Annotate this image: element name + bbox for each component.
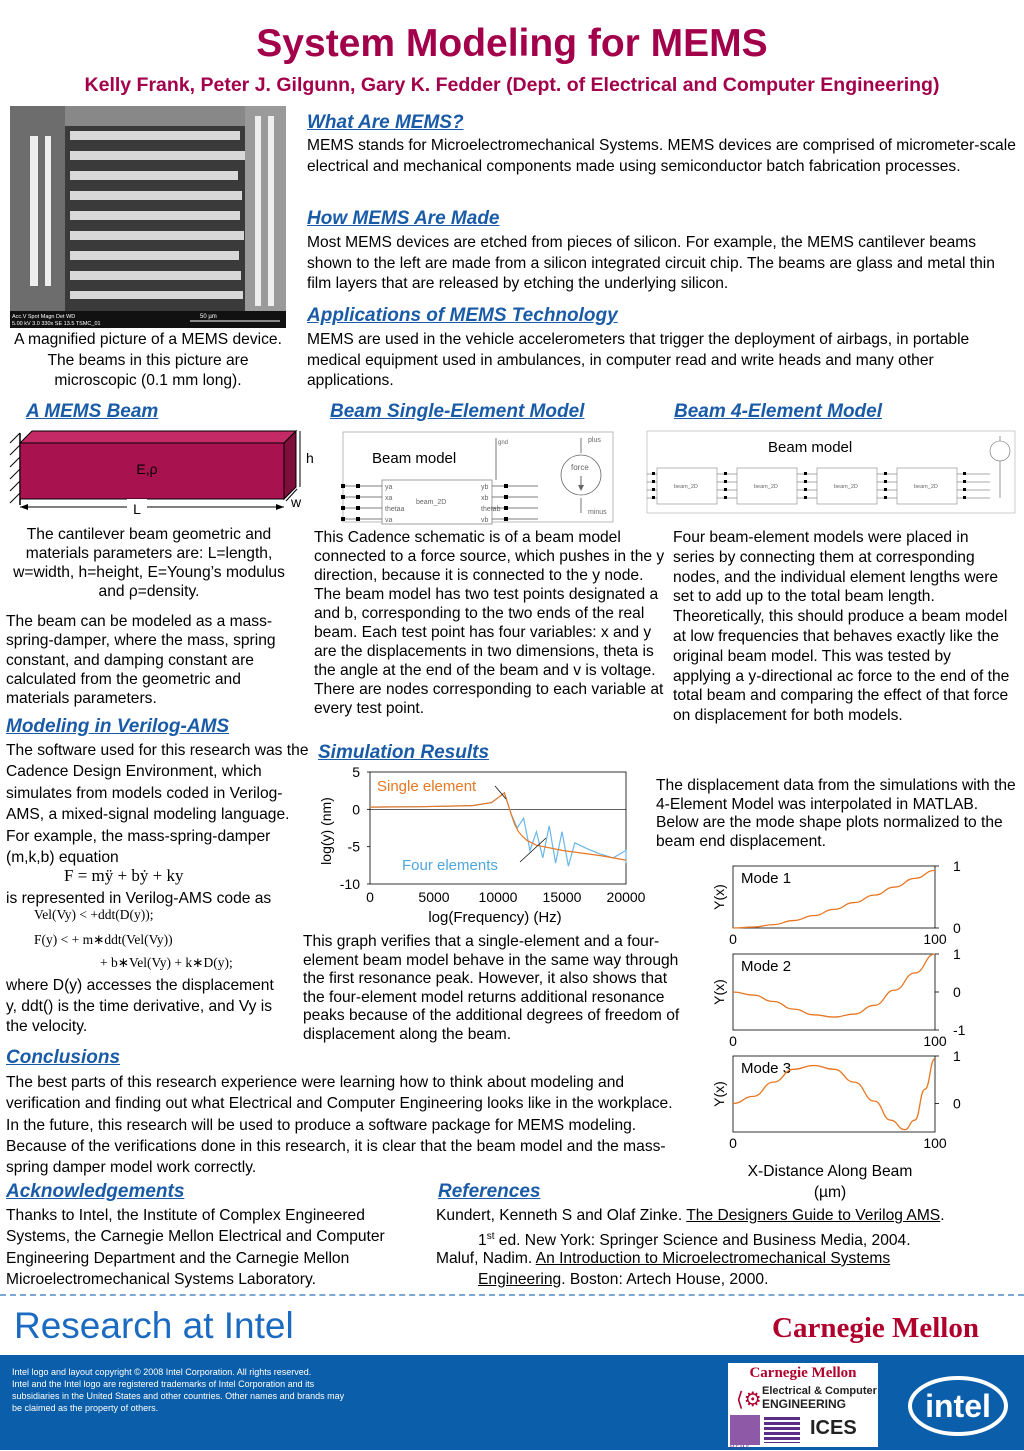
intel-logo [906,1372,1010,1438]
copyright-text: Intel logo and layout copyright © 2008 Intel Corporation. All rights reserved. Intel and the Intel logo are registered trademarks of Intel Corporation and its subsidiaries in the United States and other countries. Other names and brands may be claimed as the property of others. [12,1367,345,1413]
single-gnd: gnd [498,440,509,446]
logo-ece-1: Electrical & Computer [762,1385,877,1397]
four-block-1: beam_2D [674,484,698,490]
refs-heading: References [438,1181,541,1202]
single-port-l0: ya [385,484,393,491]
ref-1 [436,1205,1020,1252]
four-heading: Beam 4-Element Model [674,401,882,422]
sim-xtick-0: 0 [366,889,374,905]
sim-ytick-1: 0 [352,801,360,818]
mode1-xtick-1: 100 [923,931,947,947]
mode1-xtick-0: 0 [729,931,737,947]
sim-heading: Simulation Results [318,742,490,763]
poster-authors: Kelly Frank, Peter J. Gilgunn, Gary K. Fedder (Dept. of Electrical and Computer Engineering) [84,74,940,96]
single-port-l3: va [385,517,393,524]
verilog-heading: Modeling in Verilog-AMS [6,716,230,737]
cmu-wordmark: Carnegie Mellon [772,1312,979,1344]
conclusions-body: The best parts of this research experience were learning how to think about modeling and verification and finding out what Electrical and Computer Engineering looks like in the workplace. In the future, this research will be used to produce a software package for MEMS modeling. Because of the verifications done in this research, it is clear that the beam model and the mass-spring damper model work correctly. [6,1074,673,1177]
ece-icon: ⟨⚙ [736,1389,762,1411]
how-heading: How MEMS Are Made [307,208,500,229]
four-schem-label: Beam model [768,439,853,456]
beam-label-w: w [291,494,302,510]
mode3-xtick-0: 0 [729,1135,737,1151]
mode1-ytick-1: 0 [953,920,961,936]
single-port-r3: vb [481,517,489,524]
mode2-xtick-0: 0 [729,1033,737,1049]
single-port-l2: thetaa [385,506,405,513]
verilog-code-2: F(y) < + m∗ddt(Vel(Vy)) [34,932,173,947]
single-heading: Beam Single-Element Model [330,401,585,422]
intel-wordmark: intel [925,1388,991,1424]
beam-heading: A MEMS Beam [26,401,159,422]
sem-scale: 50 µm [200,314,217,320]
sim-ytick-2: -5 [347,838,360,855]
sim-caption: This graph verifies that a single-element and a four-element beam model behave in the same way through the first resonance peak. However, it also shows that the four-element model returns additional resonance peaks because of the additional degrees of freedom of displacement along the beam. [303,933,680,1043]
apps-heading: Applications of MEMS Technology [307,305,618,326]
research-at-intel: Research at Intel [14,1305,294,1346]
modes-xlabel: X-Distance Along Beam (µm) [747,1163,913,1201]
single-port-r2: thetab [481,506,501,513]
verilog-code-1: Vel(Vy) < +ddt(D(y)); [34,907,154,922]
ack-body: Thanks to Intel, the Institute of Complex Engineered Systems, the Carnegie Mellon Electrical and Computer Engineering Department and the Carnegie Mellon Microelectromechanical Systems Laboratory. [6,1207,385,1288]
sem-info-1: Acc.V Spot Magn Det WD [12,314,76,320]
logo-cmu: Carnegie Mellon [749,1365,857,1381]
mode3-ylabel: Y(x) [711,1081,727,1107]
sim-ytick-0: 5 [352,764,360,780]
beam-diagram [10,425,314,520]
mems-stripes-icon [764,1417,800,1443]
sem-info-2: 5.00 kV 3.0 330x SE 13.5 TSMC_01 [12,321,101,327]
ref-1-title: The Designers Guide to Verilog AMS [686,1207,941,1224]
four-block-2: beam_2D [754,484,778,490]
mode3-chart [700,1050,970,1158]
beam-body: The beam can be modeled as a mass-spring-damper, where the mass, spring constant, and damping constant are calculated from the geometric and materials parameters. [6,613,276,708]
beam-label-l: L [133,501,141,517]
mode2-title: Mode 2 [741,958,792,975]
conclusions-heading: Conclusions [6,1047,121,1068]
four-body: Four beam-element models were placed in series by connecting them at corresponding nodes, and the individual element lengths were set to add up to the total beam length. Theoretically, this should produce a beam model at low frequencies that behaves exactly like the original beam model. This was tested by applying a y-directional ac force to the end of the total beam and comparing the effect of that force on displacement for both models. [673,529,1010,725]
four-schematic [645,428,1017,516]
how-body: Most MEMS devices are etched from pieces of silicon. For example, the MEMS cantilever beams shown to the left are made from a silicon integrated circuit chip. The beams are glass and metal thin film layers that are released by etching the underlying silicon. [307,234,995,293]
single-force: force [571,463,589,472]
mems-logo-icon [730,1415,760,1445]
logo-mems-text: M E M S [730,1445,750,1451]
mode2-xtick-1: 100 [923,1033,947,1049]
poster-title: System Modeling for MEMS [256,22,768,65]
verilog-code-3: + b∗Vel(Vy) + k∗D(y); [100,955,233,970]
mode2-ytick-2: -1 [953,1022,966,1038]
ref-1-dot: . [940,1207,945,1224]
single-port-l1: xa [385,495,393,502]
ref-2-title-2: Engineering [478,1271,562,1289]
ref-1-sup: st [486,1231,495,1243]
mode1-title: Mode 1 [741,870,792,887]
ack-heading: Acknowledgements [6,1181,185,1202]
mode3-xtick-1: 100 [923,1135,947,1151]
verilog-body-2: is represented in Verilog-AMS code as [6,890,272,907]
sim-ylabel: log(y) (nm) [318,797,334,865]
what-heading: What Are MEMS? [307,112,464,133]
ref-2-pub: . Boston: Artech House, 2000. [561,1271,769,1289]
sim-ytick-3: -10 [339,876,360,892]
ref-1-edition: 1 [478,1232,487,1250]
sim-xtick-4: 20000 [606,889,646,905]
sim-xtick-2: 10000 [478,889,518,905]
ref-2-authors: Maluf, Nadim. [436,1250,536,1267]
four-block-3: beam_2D [834,484,858,490]
beam-label-e: E,ρ [136,461,158,477]
ref-1-pub: ed. New York: Springer Science and Business Media, 2004. [494,1232,911,1250]
sim-chart [312,764,658,930]
single-body: This Cadence schematic is of a beam model connected to a force source, which pushes in the y direction, because it is connected to the y node. The beam model has two test points designated a and b, corresponding to the two ends of the real beam. Each test point has four variables: x and y are the displacements in two dimensions, theta is the angle at the end of the beam and v is voltage. There are nodes corresponding to each variable at every test point. [314,529,665,717]
logo-ece-2: ENGINEERING [762,1397,847,1411]
sem-caption: A magnified picture of a MEMS device. The beams in this picture are microscopic (0.1 mm long). [14,331,282,390]
ref-2 [436,1248,1020,1291]
sim-xtick-3: 15000 [542,889,582,905]
footer-divider [0,1294,1024,1296]
logo-ices: ICES [810,1417,857,1439]
single-minus: minus [588,509,607,516]
beam-label-h: h [306,450,314,466]
single-plus: plus [588,437,601,444]
mode3-ytick-0: 1 [953,1048,961,1064]
sim-legend-four: Four elements [402,857,498,874]
what-body: MEMS stands for Microelectromechanical Systems. MEMS devices are comprised of micrometer-scale electrical and mechanical components made using semiconductor batch fabrication processes. [307,137,1016,175]
sim-xtick-1: 5000 [418,889,450,905]
verilog-equation: F = mÿ + bẏ + ky [64,866,184,885]
apps-body: MEMS are used in the vehicle accelerometers that trigger the deployment of airbags, in portable medical equipment used in ambulances, in computer read and write heads and many other applications. [307,331,970,390]
sim-legend-single: Single element [377,778,477,795]
single-block-name: beam_2D [416,499,447,506]
sim-xlabel: log(Frequency) (Hz) [428,909,562,926]
mode2-ylabel: Y(x) [711,979,727,1005]
mode1-ylabel: Y(x) [711,884,727,910]
mode3-ytick-1: 0 [953,1095,961,1112]
mode2-ytick-1: 0 [953,984,961,1000]
mode1-ytick-0: 1 [953,858,961,874]
single-schematic [338,428,618,525]
single-port-r1: xb [481,495,489,502]
ref-1-authors: Kundert, Kenneth S and Olaf Zinke. [436,1207,687,1224]
single-schem-label: Beam model [372,450,457,467]
sem-micrograph [10,106,286,328]
verilog-body-1: The software used for this research was the Cadence Design Environment, which simulates from models coded in Verilog-AMS, a mixed-signal modeling language. For example, the mass-spring-damper (m,k,b) equation [6,742,309,867]
mode2-chart [700,948,970,1054]
single-port-r0: yb [481,484,489,491]
beam-caption: The cantilever beam geometric and materials parameters are: L=length, w=width, h=height, E=Young’s modulus and ρ=density. [13,526,285,600]
sem-image [10,106,286,328]
mode3-title: Mode 3 [741,1060,792,1077]
ref-2-title: An Introduction to Microelectromechanical Systems [535,1250,891,1267]
modes-intro: The displacement data from the simulations with the 4-Element Model was interpolated in MATLAB. Below are the mode shape plots normalized to the beam end displacement. [656,777,1016,850]
partner-logos [728,1363,878,1451]
four-block-4: beam_2D [914,484,938,490]
mode2-ytick-0: 1 [953,946,961,962]
verilog-body-3: where D(y) accesses the displacement y, ddt() is the time derivative, and Vy is the velocity. [6,977,274,1035]
